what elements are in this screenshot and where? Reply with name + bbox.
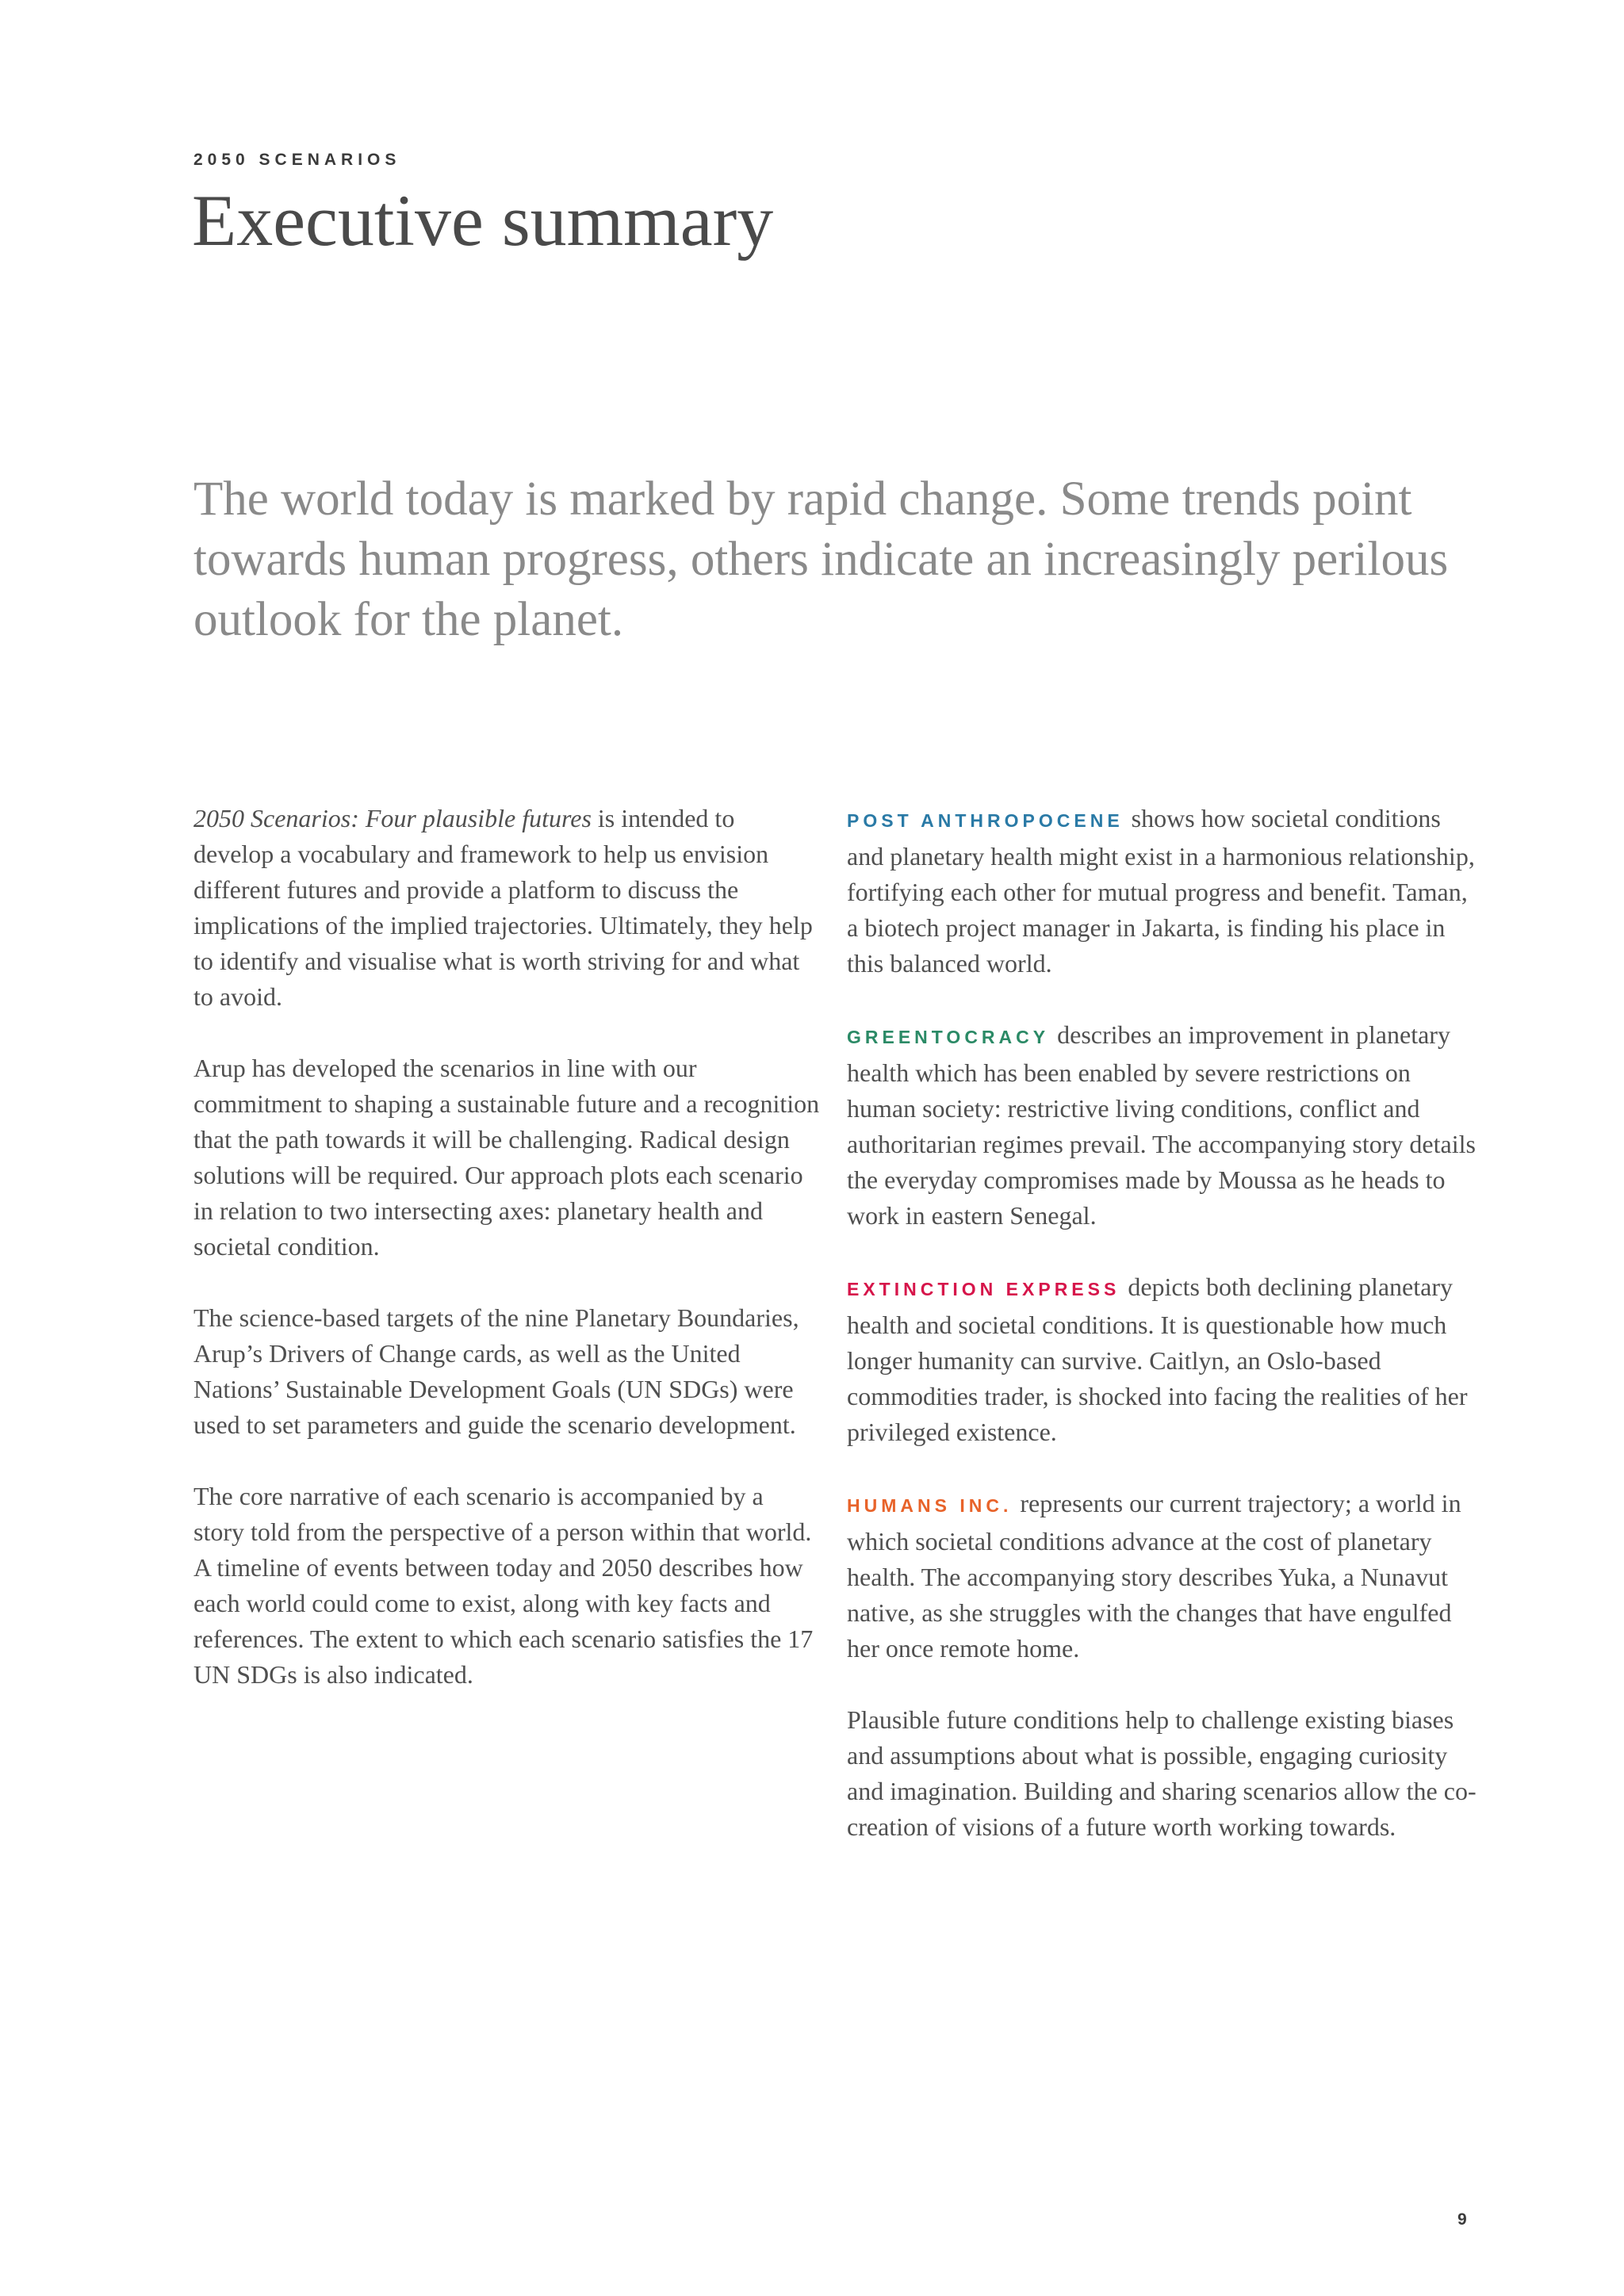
scenario-tag: GREENTOCRACY [847,1027,1050,1047]
intro-paragraph [193,801,820,1015]
intro-paragraph-text: is intended to develop a vocabulary and framework to help us envision different futures and provide a platform to discuss the implications of the implied trajectories. Ultimately, they help to identify and visualise what is worth striving for and what to avoid. [193,804,813,1011]
targets-paragraph: The science-based targets of the nine Planetary Boundaries, Arup’s Drivers of Change cards, as well as the United Nations’ Sustainable Development Goals (UN SDGs) were used to set parameters and guide the scenario development. [193,1303,799,1439]
scenario-post-anthropocene [847,801,1481,982]
scenario-text: describes an improvement in planetary health which has been enabled by severe restrictions on human society: restrictive living conditions, conflict and authoritarian regimes prevail. The accompanying story details the everyday compromises made by Moussa as he heads to work in eastern Senegal. [847,1020,1476,1230]
left-column [193,801,820,1728]
scenario-text: represents our current trajectory; a world in which societal conditions advance at the cost of planetary health. The accompanying story describes Yuka, a Nunavut native, as she struggles with the changes that have engulfed her once remote home. [847,1489,1461,1663]
scenario-tag: POST ANTHROPOCENE [847,810,1124,831]
scenario-tag: EXTINCTION EXPRESS [847,1279,1120,1299]
right-column [847,801,1481,1881]
scenario-extinction-express [847,1269,1481,1450]
lede-paragraph: The world today is marked by rapid change. Some trends point towards human progress, others indicate an increasingly perilous outlook for the planet. [193,473,1449,646]
closing-paragraph: Plausible future conditions help to challenge existing biases and assumptions about what is possible, engaging curiosity and imagination. Building and sharing scenarios allow the co-creation of visions of a future worth working towards. [847,1705,1477,1841]
section-kicker: 2050 SCENARIOS [193,151,401,169]
approach-paragraph: Arup has developed the scenarios in line with our commitment to shaping a sustainable future and a recognition that the path towards it will be challenging. Radical design solutions will be required. Our approach plots each scenario in relation to two intersecting axes: planetary health and societal condition. [193,1054,820,1261]
publication-title: 2050 Scenarios: Four plausible futures [193,804,592,832]
scenario-tag: HUMANS INC. [847,1495,1013,1516]
scenario-text: depicts both declining planetary health and societal conditions. It is questionable how much longer humanity can survive. Caitlyn, an Oslo-based commodities trader, is shocked into facing the realities of her privileged existence. [847,1272,1468,1446]
scenario-greentocracy [847,1017,1481,1234]
narrative-paragraph: The core narrative of each scenario is accompanied by a story told from the perspective of a person within that world. A timeline of events between today and 2050 describes how each world could come to exist, along with key facts and references. The extent to which each scenario satisfies the 17 UN SDGs is also indicated. [193,1482,814,1689]
page-title: Executive summary [192,180,774,261]
page-number: 9 [1457,2210,1467,2229]
scenario-humans-inc [847,1486,1481,1667]
scenario-text: shows how societal conditions and planetary health might exist in a harmonious relationship, fortifying each other for mutual progress and benefit. Taman, a biotech project manager in Jakarta, is finding his place in this balanced world. [847,804,1475,978]
